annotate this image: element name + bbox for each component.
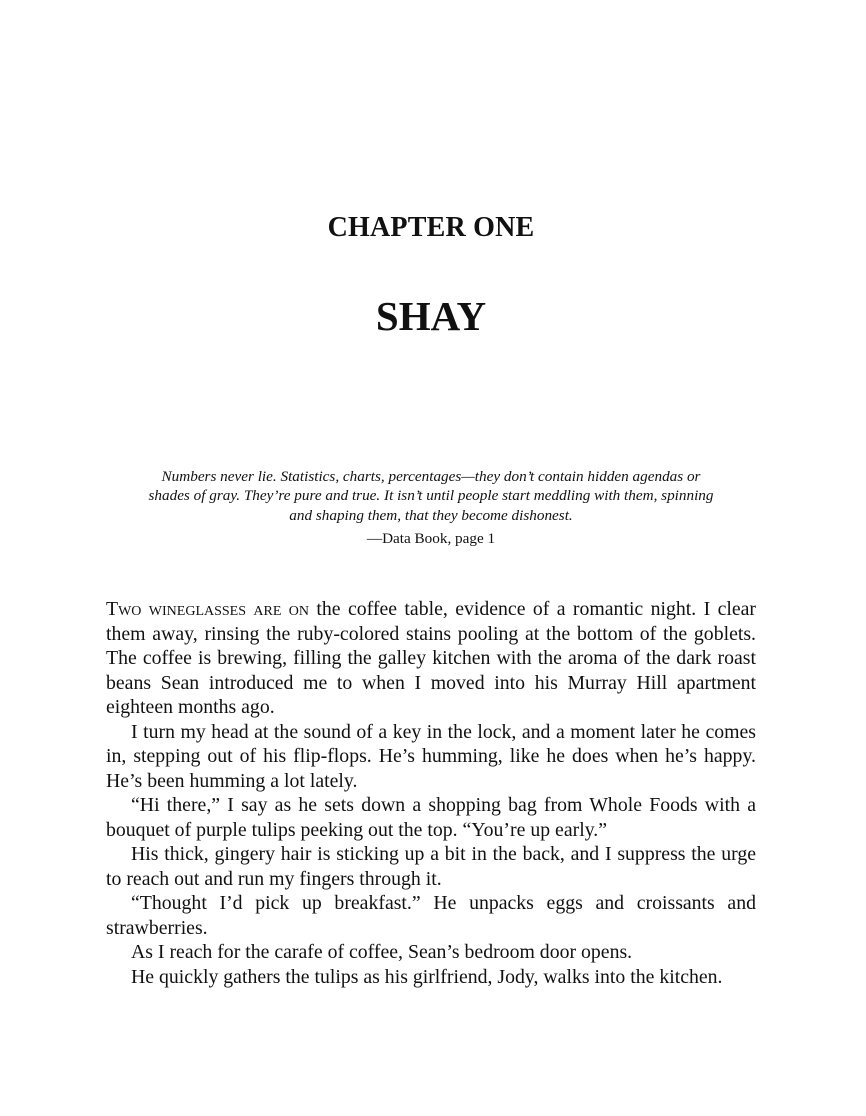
epigraph-text: Numbers never lie. Statistics, charts, percentages—they don’t contain hidden agendas or shades of gray. They’re pure and true. It isn’t until people start meddling with them, spinning and shaping them, that they become dishonest. — [148, 468, 714, 524]
epigraph-source: —Data Book, page 1 — [366, 530, 496, 547]
body-paragraph: His thick, gingery hair is sticking up a bit in the back, and I suppress the urge to reach out and run my fingers through it. — [106, 843, 756, 890]
chapter-title: SHAY — [375, 293, 487, 339]
lead-in-smallcaps: Two wineglasses are on — [106, 598, 310, 620]
body-paragraph: He quickly gathers the tulips as his girlfriend, Jody, walks into the kitchen. — [131, 965, 723, 988]
paragraph-text: the coffee table, evidence of a romantic night. I clear them away, rinsing the ruby-colored stains pooling at the bottom of the goblets. The coffee is brewing, filling the galley kitchen with the aroma of the dark roast beans Sean introduced me to when I moved into his Murray Hill apartment eighteen months ago. — [106, 598, 757, 718]
body-paragraph: “Hi there,” I say as he sets down a shopping bag from Whole Foods with a bouquet of purple tulips peeking out the top. “You’re up early.” — [106, 794, 756, 841]
body-paragraph: “Thought I’d pick up breakfast.” He unpacks eggs and croissants and strawberries. — [106, 892, 756, 939]
chapter-body — [106, 597, 756, 989]
body-paragraph: I turn my head at the sound of a key in the lock, and a moment later he comes in, stepping out of his flip-flops. He’s humming, like he does when he’s happy. He’s been humming a lot lately. — [106, 720, 756, 792]
chapter-heading: CHAPTER ONE — [327, 212, 535, 243]
body-paragraph — [106, 597, 756, 720]
body-paragraph: As I reach for the carafe of coffee, Sean’s bedroom door opens. — [131, 941, 633, 963]
